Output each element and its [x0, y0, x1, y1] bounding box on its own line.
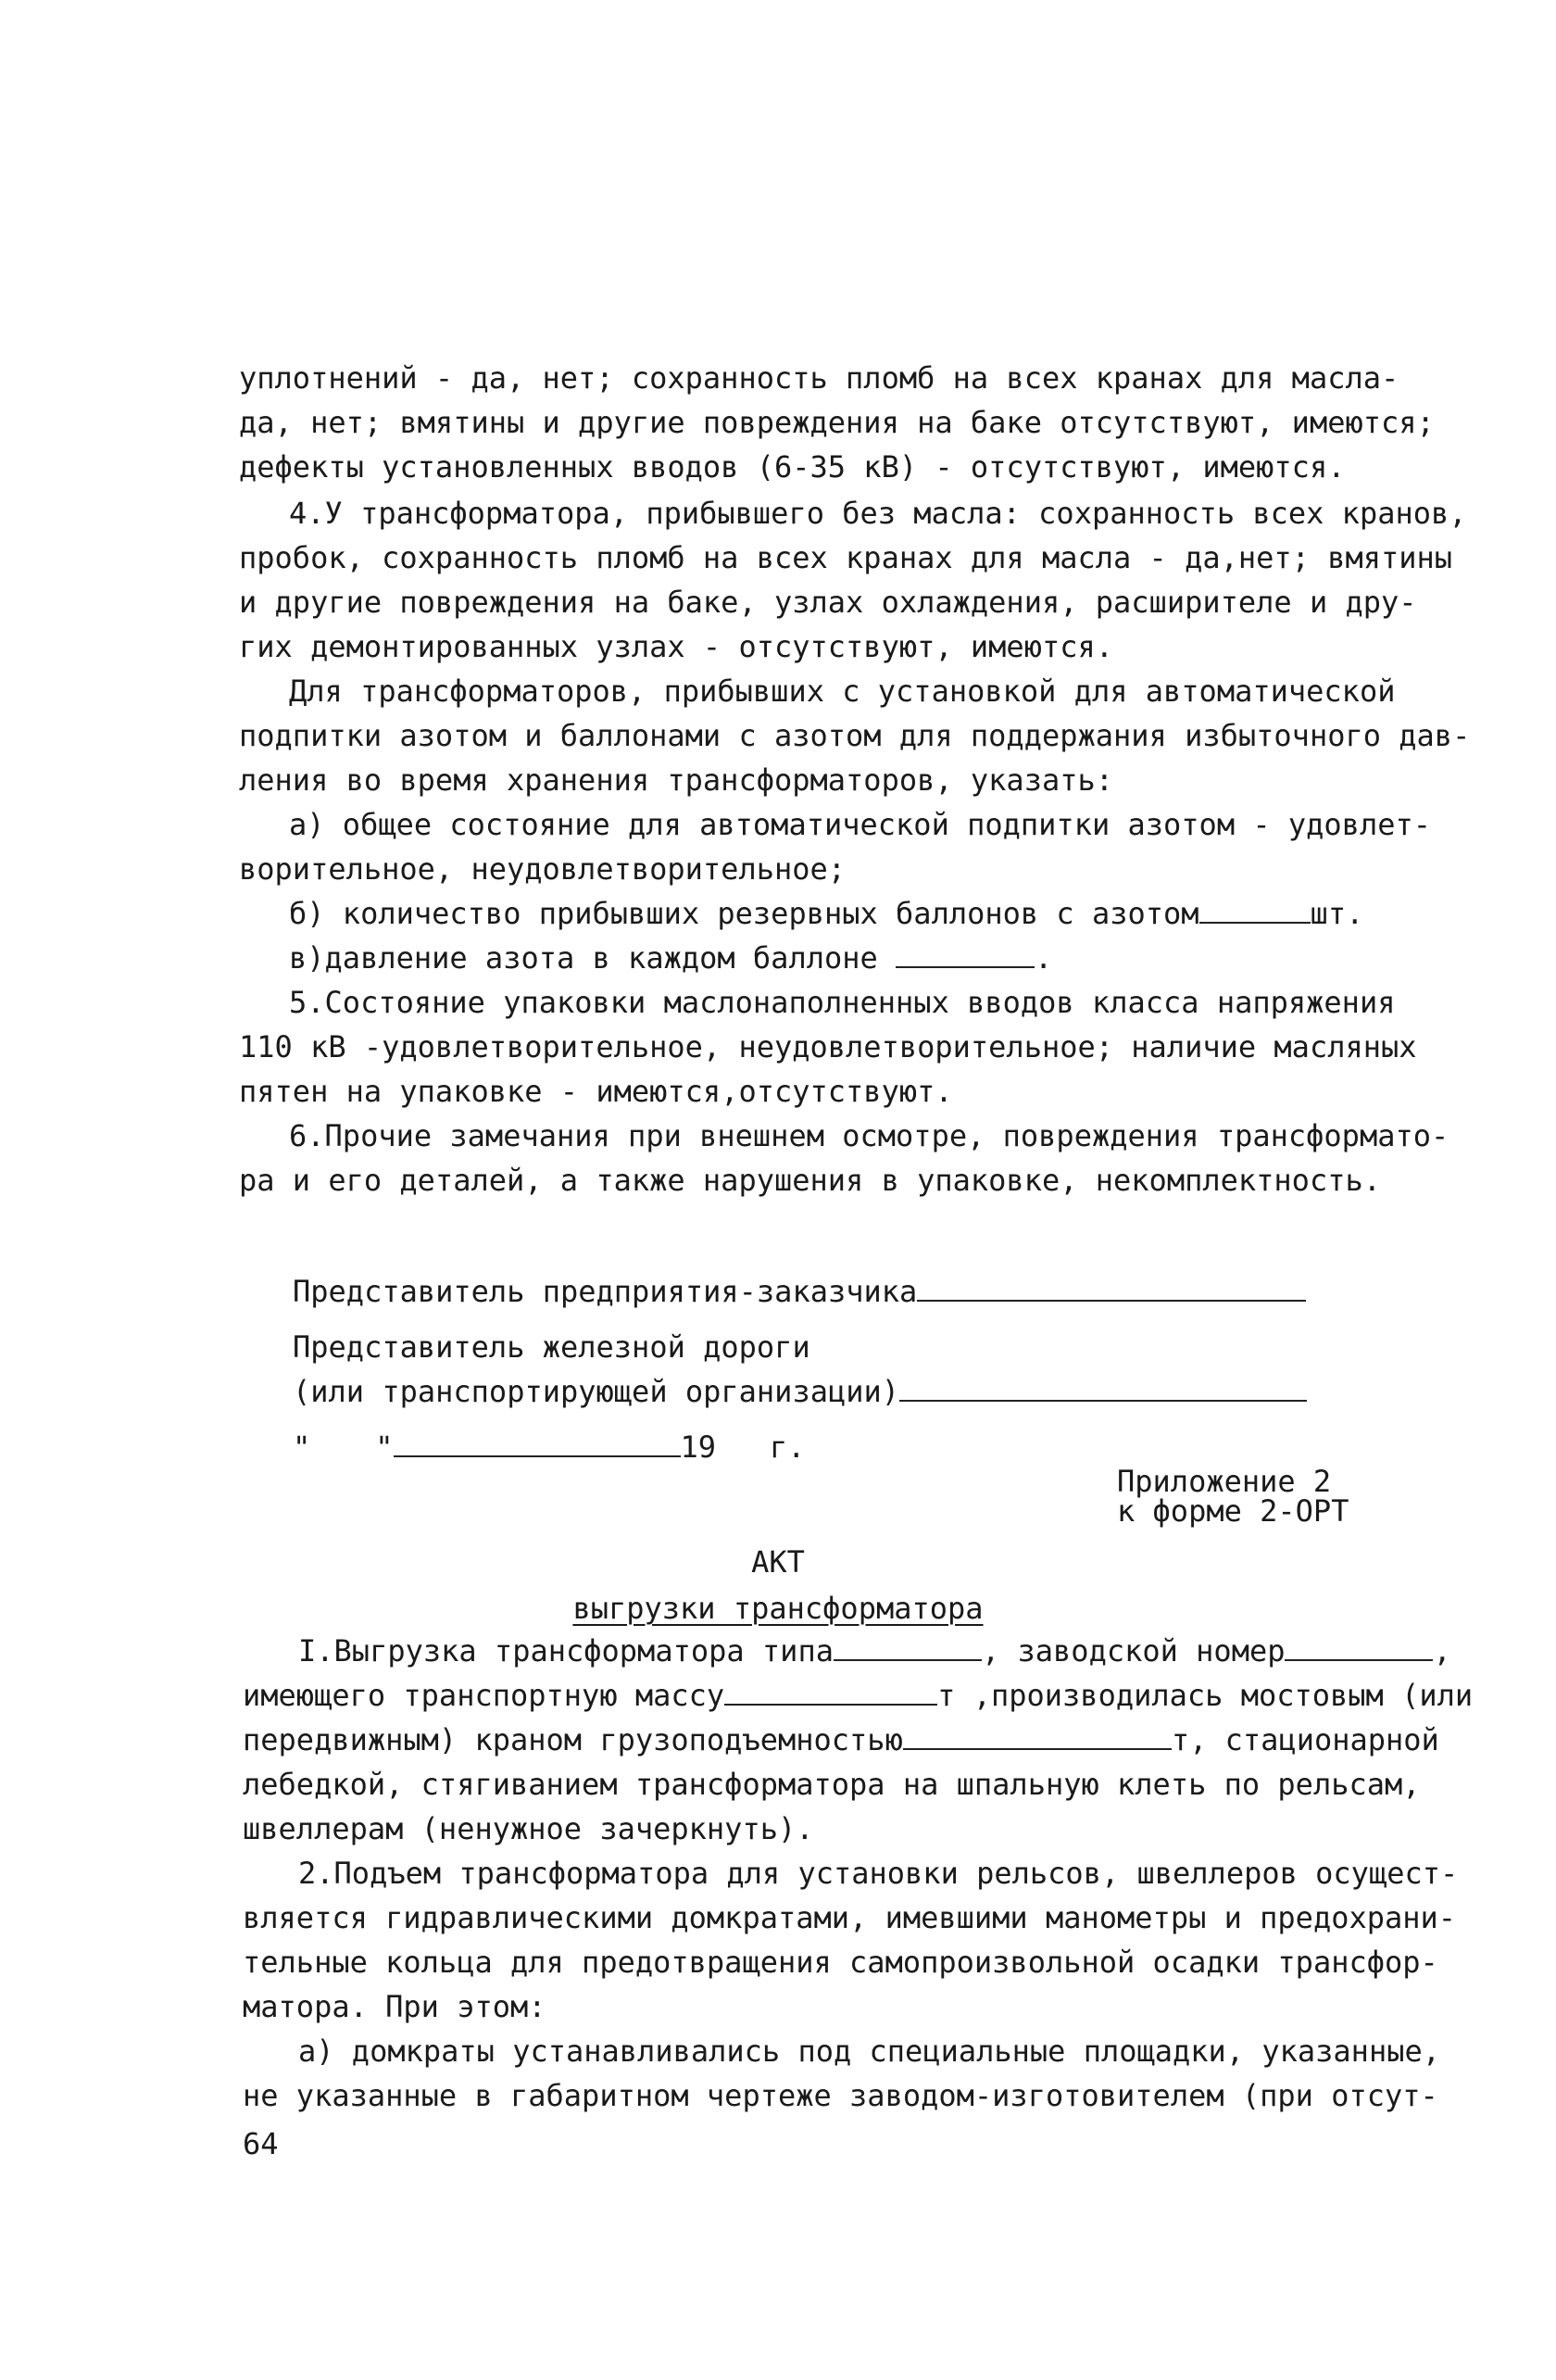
- appendix-label: Приложение 2: [1117, 1464, 1332, 1499]
- fill-blank-pressure[interactable]: [896, 937, 1035, 968]
- date-quote-close: ": [375, 1429, 394, 1465]
- text-segment: , заводской номер: [981, 1633, 1286, 1669]
- text-line: матора. При этом:: [243, 1989, 546, 2024]
- text-segment: шт.: [1310, 896, 1364, 931]
- text-line: 5.Состояние упаковки маслонаполненных вводов класса напряжения: [289, 985, 1396, 1020]
- text-line: пятен на упаковке - имеются,отсутствуют.: [239, 1074, 953, 1109]
- page-number: 64: [243, 2126, 279, 2161]
- form-line: [298, 1629, 1451, 1673]
- text-line: лебедкой, стягиванием трансформатора на шпальную клеть по рельсам,: [243, 1767, 1421, 1802]
- date-year: 19: [680, 1429, 717, 1465]
- fill-blank-capacity[interactable]: [903, 1719, 1172, 1750]
- text-line: пробок, сохранность пломб на всех кранах для масла - да,нет; вмятины: [239, 540, 1453, 575]
- fill-blank-mass[interactable]: [724, 1674, 937, 1706]
- signature-label: Представитель предприятия-заказчика: [293, 1274, 918, 1309]
- text-line: 4.У трансформатора, прибывшего без масла: сохранность всех кранов,: [289, 496, 1467, 531]
- date-blank[interactable]: [394, 1426, 681, 1457]
- text-line: гих демонтированных узлах - отсутствуют, имеются.: [239, 629, 1114, 664]
- signature-label: Представитель железной дороги: [293, 1329, 810, 1365]
- date-line: [293, 1425, 805, 1469]
- appendix-form: к форме 2-ОРТ: [1117, 1493, 1349, 1529]
- form-line: [289, 936, 1052, 980]
- date-suffix: г.: [769, 1429, 806, 1465]
- text-segment: б) количество прибывших резервных баллонов с азотом: [289, 896, 1199, 931]
- act-subtitle: выгрузки трансформатора: [572, 1591, 984, 1626]
- fill-blank-type[interactable]: [834, 1630, 982, 1661]
- text-line: дефекты установленных вводов (6-35 кВ) - отсутствуют, имеются.: [239, 449, 1346, 485]
- text-segment: имеющего транспортную массу: [243, 1678, 725, 1713]
- fill-blank-serial[interactable]: [1285, 1630, 1433, 1661]
- text-segment: передвижным) краном грузоподъемностью: [243, 1722, 903, 1757]
- text-segment: ,: [1433, 1633, 1451, 1669]
- text-line: а) общее состояние для автоматической подпитки азотом - удовлет-: [289, 807, 1431, 842]
- act-title: АКТ: [751, 1544, 805, 1580]
- text-line: и другие повреждения на баке, узлах охлаждения, расширителе и дру-: [239, 585, 1417, 620]
- text-segment: т, стационарной: [1171, 1722, 1439, 1757]
- text-line: швеллерам (ненужное зачеркнуть).: [243, 1811, 814, 1846]
- form-line: [243, 1673, 1473, 1718]
- text-line: да, нет; вмятины и другие повреждения на баке отсутствуют, имеются;: [239, 405, 1435, 440]
- text-line: не указанные в габаритном чертеже заводом-изготовителем (при отсут-: [243, 2078, 1438, 2113]
- text-line: вляется гидравлическими домкратами, имевшими манометры и предохрани-: [243, 1900, 1457, 1935]
- text-line: 2.Подъем трансформатора для установки рельсов, швеллеров осущест-: [298, 1856, 1459, 1891]
- text-line: 6.Прочие замечания при внешнем осмотре, повреждения трансформато-: [289, 1118, 1449, 1153]
- text-line: ра и его деталей, а также нарушения в упаковке, некомплектность.: [239, 1163, 1381, 1198]
- signature-blank-customer[interactable]: [917, 1270, 1306, 1302]
- text-line: ления во время хранения трансформаторов, указать:: [239, 762, 1114, 798]
- text-segment: в)давление азота в каждом баллоне: [289, 940, 878, 976]
- form-line: [243, 1718, 1439, 1762]
- signature-line-customer: [293, 1269, 1306, 1314]
- text-line: а) домкраты устанавливались под специальные площадки, указанные,: [298, 2034, 1440, 2069]
- text-segment: т ,производилась мостовым (или: [937, 1678, 1474, 1713]
- text-segment: .: [1035, 940, 1053, 976]
- text-line: подпитки азотом и баллонами с азотом для поддержания избыточного дав-: [239, 718, 1471, 753]
- date-quote-open: ": [293, 1429, 311, 1465]
- signature-label: (или транспортирующей организации): [293, 1374, 900, 1409]
- text-line: тельные кольца для предотвращения самопроизвольной осадки трансфор-: [243, 1945, 1438, 1980]
- signature-blank-railway[interactable]: [899, 1370, 1307, 1402]
- form-line: [289, 891, 1363, 936]
- text-line: уплотнений - да, нет; сохранность пломб на всех кранах для масла-: [239, 360, 1399, 396]
- text-line: 110 кВ -удовлетворительное, неудовлетворительное; наличие масляных: [239, 1029, 1417, 1064]
- text-segment: I.Выгрузка трансформатора типа: [298, 1633, 834, 1669]
- text-line: Для трансформаторов, прибывших с установкой для автоматической: [289, 674, 1396, 709]
- fill-blank-cylinders[interactable]: [1199, 892, 1311, 924]
- signature-line-railway: [293, 1369, 1307, 1414]
- text-line: ворительное, неудовлетворительное;: [239, 851, 847, 887]
